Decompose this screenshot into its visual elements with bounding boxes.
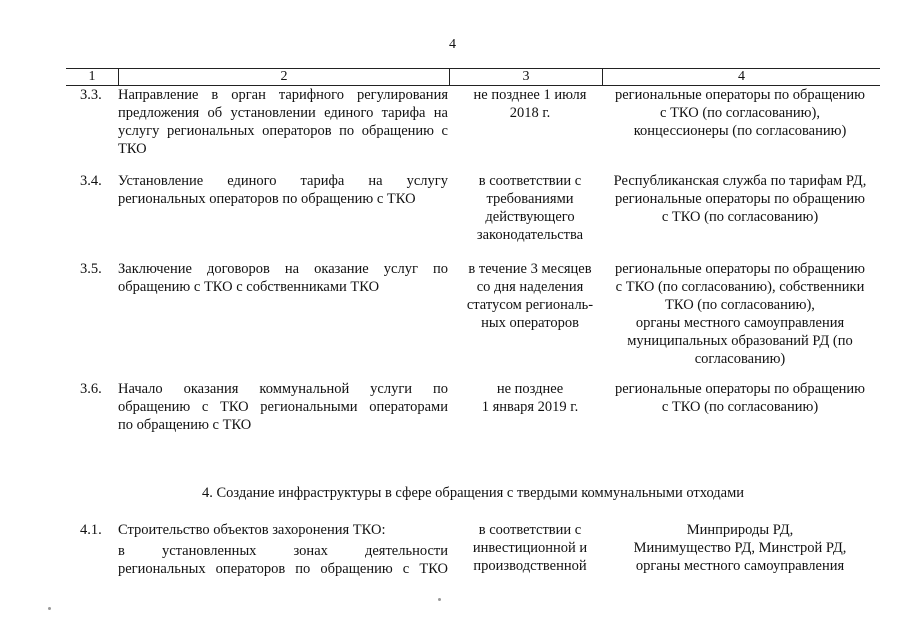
row-term bbox=[455, 380, 605, 416]
term-line: не позднее bbox=[496, 381, 564, 397]
responsible-line: Республиканская служба по тарифам РД, bbox=[613, 173, 867, 189]
description-line: услугу региональных операторов по обращению с bbox=[118, 123, 448, 139]
term-line: со дня наделения bbox=[476, 279, 584, 295]
description-line: Начало оказания коммунальной услуги по bbox=[118, 381, 448, 397]
description-line: предложения об установлении единого тарифа на bbox=[118, 105, 448, 121]
term-line: в течение 3 месяцев bbox=[468, 261, 592, 277]
term-line: ных операторов bbox=[481, 315, 579, 331]
responsible-line: региональные операторы по обращению bbox=[614, 191, 866, 207]
responsible-line: Минприроды РД, bbox=[686, 522, 794, 538]
row-responsible bbox=[600, 380, 880, 416]
responsible-line: с ТКО (по согласованию), bbox=[660, 105, 820, 121]
responsible-line: региональные операторы по обращению bbox=[614, 87, 866, 103]
term-line: в соответствии с bbox=[478, 173, 582, 189]
responsible-line: Минимущество РД, Минстрой РД, bbox=[633, 540, 847, 556]
term-line: требованиями bbox=[486, 191, 574, 207]
row-number: 3.3. bbox=[80, 87, 102, 103]
term-line: законодательства bbox=[476, 227, 584, 243]
description-line: обращению с ТКО региональными операторами bbox=[118, 399, 448, 415]
description-line: в установленных зонах деятельности bbox=[118, 543, 448, 559]
term-line: в соответствии с bbox=[478, 522, 582, 538]
row-responsible bbox=[600, 260, 880, 368]
scan-speck bbox=[48, 607, 51, 610]
row-term bbox=[455, 521, 605, 575]
term-line: статусом региональ- bbox=[466, 297, 594, 313]
row-description bbox=[118, 172, 448, 208]
row-responsible bbox=[600, 172, 880, 226]
row-responsible bbox=[600, 86, 880, 140]
responsible-line: органы местного самоуправления bbox=[635, 315, 845, 331]
responsible-line: органы местного самоуправления bbox=[635, 558, 845, 574]
responsible-line: с ТКО (по согласованию) bbox=[661, 399, 819, 415]
description-line: ТКО bbox=[118, 141, 147, 157]
term-line: производственной bbox=[473, 558, 587, 574]
row-number: 3.4. bbox=[80, 173, 102, 189]
scan-speck bbox=[438, 598, 441, 601]
term-line: 2018 г. bbox=[509, 105, 551, 121]
header-col-4: 4 bbox=[738, 69, 745, 84]
description-line: Строительство объектов захоронения ТКО: bbox=[118, 522, 386, 538]
row-responsible bbox=[600, 521, 880, 575]
row-number: 3.5. bbox=[80, 261, 102, 277]
responsible-line: региональные операторы по обращению bbox=[614, 261, 866, 277]
header-col-1: 1 bbox=[88, 69, 96, 84]
row-description bbox=[118, 260, 448, 296]
responsible-line: концессионеры (по согласованию) bbox=[633, 123, 847, 139]
description-line: Направление в орган тарифного регулирования bbox=[118, 87, 448, 103]
row-term bbox=[455, 172, 605, 244]
header-col-2: 2 bbox=[280, 69, 288, 84]
section-title: 4. Создание инфраструктуры в сфере обращения с твердыми коммунальными отходами bbox=[201, 485, 745, 501]
description-line: региональных операторов по обращению с ТКО bbox=[118, 191, 416, 207]
term-line: 1 января 2019 г. bbox=[481, 399, 579, 415]
row-number: 3.6. bbox=[80, 381, 102, 397]
description-line: региональных операторов по обращению с ТКО bbox=[118, 561, 448, 577]
page-number: 4 bbox=[449, 37, 456, 52]
description-line: по обращению с ТКО bbox=[118, 417, 252, 433]
responsible-line: региональные операторы по обращению bbox=[614, 381, 866, 397]
header-col-3: 3 bbox=[522, 69, 530, 84]
term-line: не позднее 1 июля bbox=[473, 87, 587, 103]
responsible-line: согласованию) bbox=[694, 351, 786, 367]
responsible-line: с ТКО (по согласованию) bbox=[661, 209, 819, 225]
table-header bbox=[66, 68, 880, 86]
term-line: действующего bbox=[485, 209, 575, 225]
row-description bbox=[118, 86, 448, 158]
row-description bbox=[118, 521, 448, 578]
row-term bbox=[455, 86, 605, 122]
description-line: Заключение договоров на оказание услуг по bbox=[118, 261, 448, 277]
responsible-line: с ТКО (по согласованию), собственники bbox=[615, 279, 865, 295]
responsible-line: муниципальных образований РД (по bbox=[627, 333, 853, 349]
description-line: обращению с ТКО с собственниками ТКО bbox=[118, 279, 380, 295]
row-number: 4.1. bbox=[80, 522, 102, 538]
responsible-line: ТКО (по согласованию), bbox=[665, 297, 815, 313]
row-description bbox=[118, 380, 448, 434]
description-line: Установление единого тарифа на услугу bbox=[118, 173, 448, 189]
row-term bbox=[455, 260, 605, 332]
term-line: инвестиционной и bbox=[472, 540, 588, 556]
